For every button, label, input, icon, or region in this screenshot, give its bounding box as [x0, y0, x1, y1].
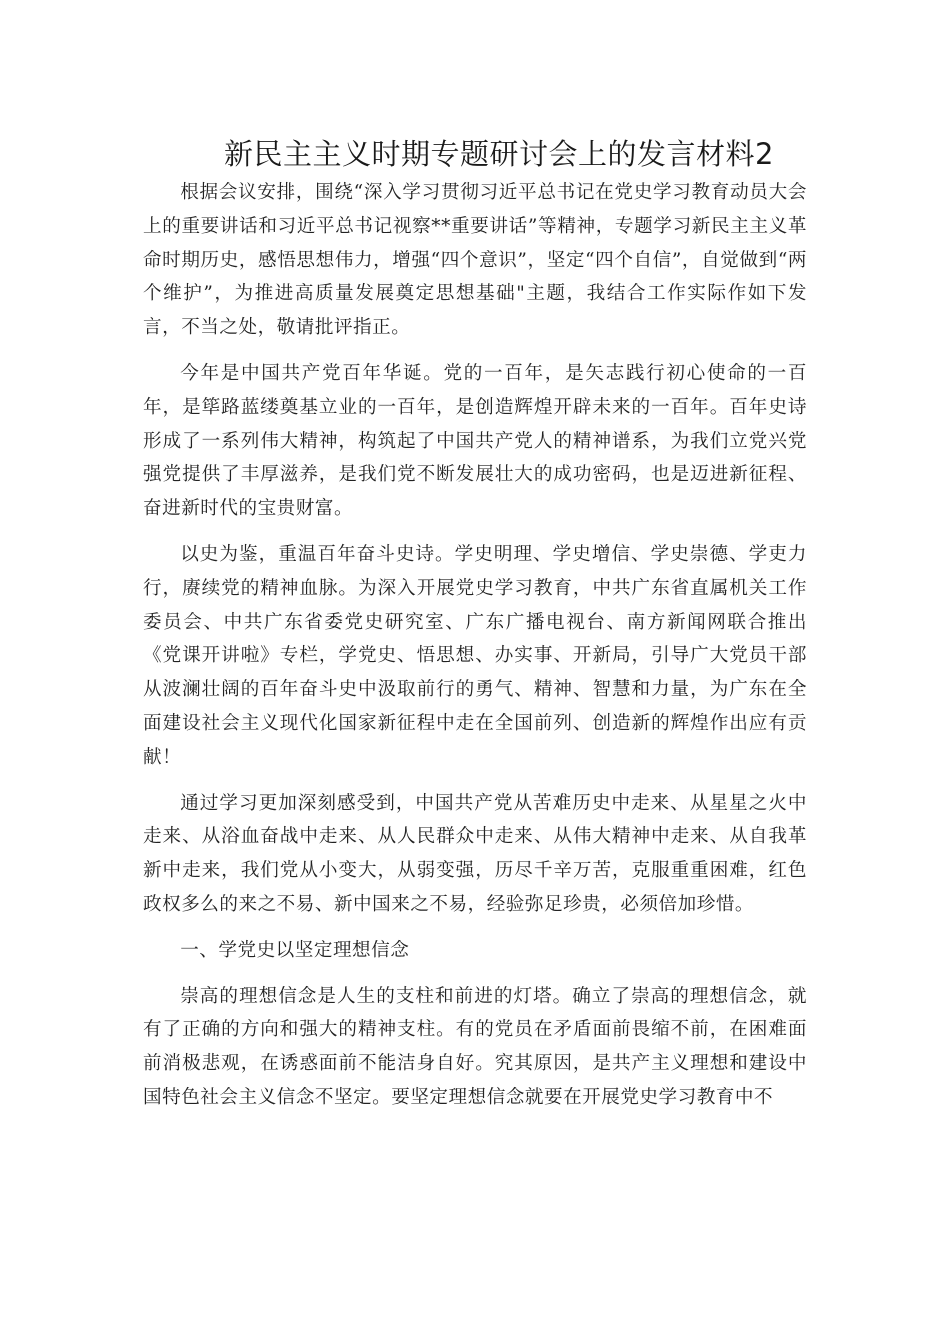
document-body [143, 176, 807, 1127]
document-title: 新民主主义时期专题研讨会上的发言材料2 [224, 137, 774, 171]
section-heading: 一、学党史以坚定理想信念 [180, 939, 410, 961]
paragraph-centenary: 今年是中国共产党百年华诞。党的一百年，是矢志践行初心使命的一百年，是筚路蓝缕奠基立业的一百年，是创造辉煌开辟未来的一百年。百年史诗形成了一系列伟大精神，构筑起了中国共产党人的精神谱系，为我们立党兴党强党提供了丰厚滋养，是我们党不断发展壮大的成功密码，也是迈进新征程、奋进新时代的宝贵财富。 [143, 362, 807, 520]
paragraph-intro: 根据会议安排，围绕“深入学习贯彻习近平总书记在党史学习教育动员大会上的重要讲话和习近平总书记视察**重要讲话”等精神，专题学习新民主主义革命时期历史，感悟思想伟力，增强“四个意识”，坚定“四个自信”，自觉做到“两个维护”，为推进高质量发展奠定思想基础"主题，我结合工作实际作如下发言，不当之处，敬请批评指正。 [143, 182, 807, 339]
paragraph-reflection: 通过学习更加深刻感受到，中国共产党从苦难历史中走来、从星星之火中走来、从浴血奋战中走来、从人民群众中走来、从伟大精神中走来、从自我革新中走来，我们党从小变大，从弱变强，历尽千辛万苦，克服重重困难，红色政权多么的来之不易、新中国来之不易，经验弥足珍贵，必须倍加珍惜。 [143, 792, 807, 915]
paragraph-ideals: 崇高的理想信念是人生的支柱和前进的灯塔。确立了崇高的理想信念，就有了正确的方向和强大的精神支柱。有的党员在矛盾面前畏缩不前，在困难面前消极悲观，在诱惑面前不能洁身自好。究其原因，是共产主义理想和建设中国特色社会主义信念不坚定。要坚定理想信念就要在开展党史学习教育中不 [143, 985, 807, 1108]
paragraph-history-lesson: 以史为鉴，重温百年奋斗史诗。学史明理、学史增信、学史崇德、学吏力行，赓续党的精神血脉。为深入开展党史学习教育，中共广东省直属机关工作委员会、中共广东省委党史研究室、广东广播电视台、南方新闻网联合推出《党课开讲啦》专栏，学党史、悟思想、办实事、开新局，引导广大党员干部从波澜壮阔的百年奋斗史中汲取前行的勇气、精神、智慧和力量，为广东在全面建设社会主义现代化国家新征程中走在全国前列、创造新的辉煌作出应有贡献！ [143, 543, 807, 768]
